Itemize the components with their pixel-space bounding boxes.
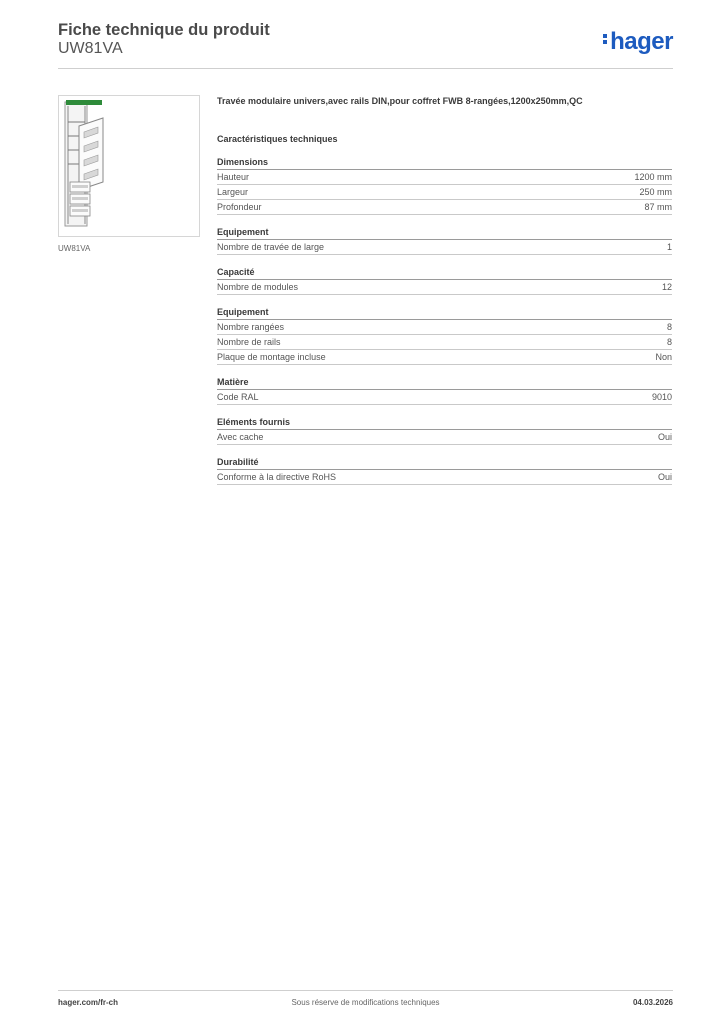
spec-value: 1 [666,242,672,252]
spec-section-title: Capacité [217,266,672,280]
header-divider [58,68,673,69]
spec-section [217,266,672,295]
spec-section [217,306,672,365]
spec-row [217,280,672,295]
spec-section-title: Equipement [217,226,672,240]
spec-value: Oui [657,472,672,482]
spec-section [217,226,672,255]
spec-section [217,416,672,445]
spec-label: Nombre de rails [217,337,281,347]
spec-label: Plaque de montage incluse [217,352,326,362]
footer-divider [58,990,673,991]
page-footer [58,998,673,1010]
spec-value: 8 [666,322,672,332]
spec-label: Conforme à la directive RoHS [217,472,337,482]
spec-section-title: Equipement [217,306,672,320]
product-specifications [217,95,672,485]
spec-row [217,170,672,185]
product-description: Travée modulaire univers,avec rails DIN,pour coffret FWB 8-rangées,1200x250mm,QC [217,96,583,106]
spec-row [217,185,672,200]
spec-section-title: Eléments fournis [217,416,672,430]
specifications-heading: Caractéristiques techniques [217,134,338,144]
spec-value: 87 mm [644,202,672,212]
spec-row [217,240,672,255]
spec-section [217,156,672,215]
footer-date: 04.03.2026 [632,998,673,1007]
spec-value: Non [655,352,672,362]
spec-value: Oui [657,432,672,442]
spec-label: Nombre de travée de large [217,242,325,252]
footer-website-link[interactable]: hager.com/fr-ch [58,998,119,1007]
spec-section [217,456,672,485]
page-title: Fiche technique du produit [58,21,270,39]
spec-row [217,390,672,405]
footer-notice: Sous réserve de modifications techniques [291,998,440,1007]
spec-row [217,350,672,365]
spec-label: Profondeur [217,202,262,212]
spec-row [217,430,672,445]
spec-section-title: Dimensions [217,156,672,170]
spec-row [217,335,672,350]
spec-row [217,320,672,335]
hager-logo [603,28,673,56]
spec-value: 9010 [651,392,672,402]
spec-label: Nombre rangées [217,322,285,332]
logo-text: hager [610,28,673,55]
spec-value: 8 [666,337,672,347]
spec-value: 250 mm [639,187,672,197]
spec-label: Avec cache [217,432,264,442]
spec-section-title: Matière [217,376,672,390]
product-image [58,95,200,237]
spec-row [217,200,672,215]
spec-value: 12 [661,282,672,292]
spec-label: Nombre de modules [217,282,299,292]
spec-label: Code RAL [217,392,259,402]
spec-section [217,376,672,405]
spec-value: 1200 mm [634,172,672,182]
spec-label: Largeur [217,187,249,197]
page-header [58,20,673,70]
product-reference: UW81VA [58,40,123,57]
spec-row [217,470,672,485]
spec-section-title: Durabilité [217,456,672,470]
spec-label: Hauteur [217,172,250,182]
image-caption: UW81VA [58,244,91,253]
logo-dots-icon [603,32,608,46]
spec-sections [217,156,672,485]
modular-panel-illustration [59,96,199,236]
